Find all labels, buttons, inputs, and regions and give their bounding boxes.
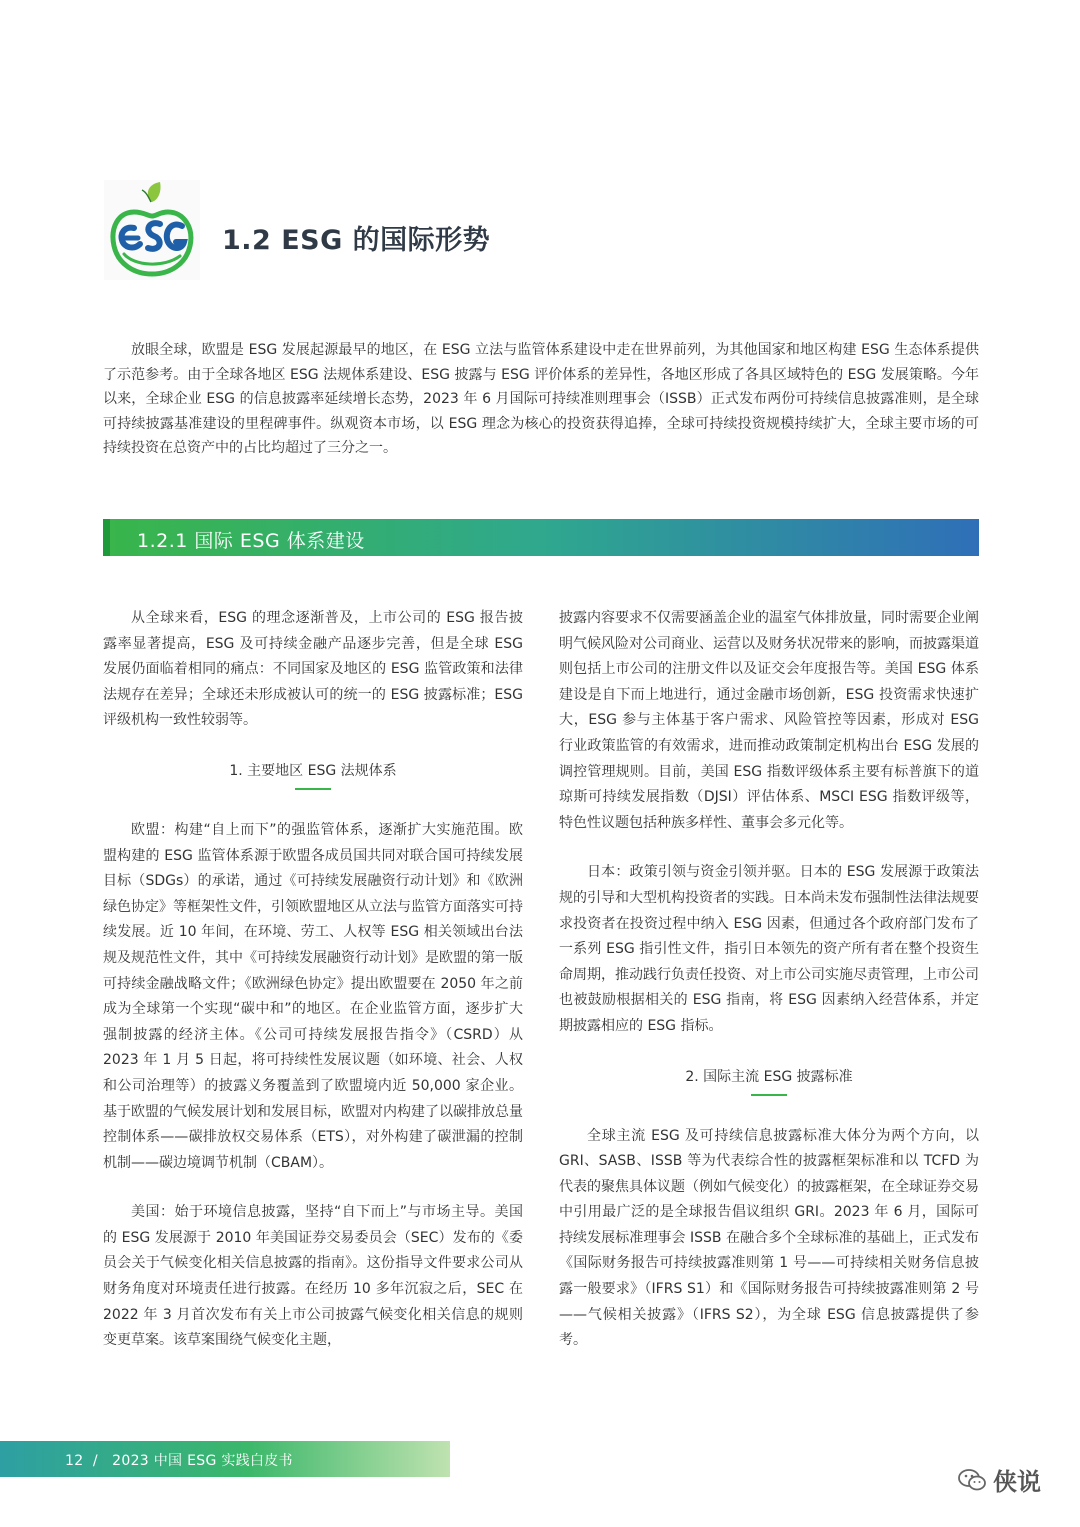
subheading-regulations <box>103 760 523 790</box>
wechat-icon <box>957 1467 987 1493</box>
paragraph-us-continued: 披露内容要求不仅需要涵盖企业的温室气体排放量，同时需要企业阐明气候风险对公司商业、运营以及财务状况带来的影响，而披露渠道则包括上市公司的注册文件以及证交会年度报告等。美国 ESG 体系建设是自下而上地进行，通过金融市场创新，ESG 投资需求快速扩大，ESG 参与主体基于客户需求、风险管控等因素，形成对 ESG 行业政策监管的有效需求，进而推动政策制定机构出台 ESG 发展的调控管理规则。目前，美国 ESG 指数评级体系主要有标普旗下的道琼斯可持续发展指数（DJSI）评估体系、MSCI ESG 指数评级等，特色性议题包括种族多样性、董事会多元化等。 <box>559 610 979 831</box>
subheading-text: 1. 主要地区 ESG 法规体系 <box>229 762 397 779</box>
heading-underline <box>751 1094 787 1096</box>
paragraph: 从全球来看，ESG 的理念逐渐普及，上市公司的 ESG 报告披露率显著提高，ESG 及可持续金融产品逐步完善，但是全球 ESG 发展仍面临着相同的痛点：不同国家及地区的 ESG 监管政策和法律法规存在差异；全球还未形成被认可的统一的 ESG 披露标准；ESG 评级机构一致性较弱等。 <box>103 610 523 729</box>
heading-underline <box>295 788 331 790</box>
watermark <box>957 1462 1041 1497</box>
subsection-banner <box>103 519 979 556</box>
subheading-text: 2. 国际主流 ESG 披露标准 <box>685 1068 853 1085</box>
right-column <box>559 606 979 1354</box>
intro-paragraph: 放眼全球，欧盟是 ESG 发展起源最早的地区，在 ESG 立法与监管体系建设中走在世界前列，为其他国家和地区构建 ESG 生态体系提供了示范参考。由于全球各地区 ESG 法规体系建设、ESG 披露与 ESG 评价体系的差异性，各地区形成了各具区域特色的 ESG 发展策略。今年以来，全球企业 ESG 的信息披露率延续增长态势，2023 年 6 月国际可持续准则理事会（ISSB）正式发布两份可持续信息披露准则，是全球可持续披露基准建设的里程碑事件。纵观资本市场，以 ESG 理念为核心的投资获得追捧，全球可持续投资规模持续扩大，全球主要市场的可持续投资在总资产中的占比均超过了三分之一。 <box>103 342 979 457</box>
subheading-block <box>559 1066 979 1096</box>
paragraph-us: 美国：始于环境信息披露，坚持“自下而上”与市场主导。美国的 ESG 发展源于 2010 年美国证券交易委员会（SEC）发布的《委员会关于气候变化相关信息披露的指南》。这份指导文件要求公司从财务角度对环境责任进行披露。在经历 10 多年沉寂之后，SEC 在 2022 年 3 月首次发布有关上市公司披露气候变化相关信息的规则变更草案。该草案围绕气候变化主题， <box>103 1204 523 1349</box>
subheading-block <box>103 760 523 790</box>
left-column <box>103 606 523 1354</box>
footer-text: 12 / 2023 中国 ESG 实践白皮书 <box>65 1453 293 1469</box>
subsection-title: 1.2.1 国际 ESG 体系建设 <box>137 530 365 552</box>
paragraph-standards: 全球主流 ESG 及可持续信息披露标准大体分为两个方向，以 GRI、SASB、ISSB 等为代表综合性的披露框架标准和以 TCFD 为代表的聚焦具体议题（例如气候变化）的披露框架，在全球证券交易中引用最广泛的是全球报告倡议组织 GRI。2023 年 6 月，国际可持续发展标准理事会 ISSB 在融合多个全球标准的基础上，正式发布《国际财务报告可持续披露准则第 1 号——可持续相关财务信息披露一般要求》（IFRS S1）和《国际财务报告可持续披露准则第 2 号——气候相关披露》（IFRS S2），为全球 ESG 信息披露提供了参考。 <box>559 1127 979 1349</box>
section-title: 1.2 ESG 的国际形势 <box>222 225 491 256</box>
page-footer <box>0 1441 450 1477</box>
banner-accent <box>103 519 110 556</box>
watermark-text: 侠说 <box>993 1468 1041 1496</box>
paragraph-japan: 日本：政策引领与资金引领并驱。日本的 ESG 发展源于政策法规的引导和大型机构投资者的实践。日本尚未发布强制性法律法规要求投资者在投资过程中纳入 ESG 因素，但通过各个政府部门发布了一系列 ESG 指引性文件，指引日本领先的资产所有者在整个投资生命周期，推动践行负责任投资、对上市公司实施尽责管理，上市公司也被鼓励根据相关的 ESG 指南，将 ESG 因素纳入经营体系，并定期披露相应的 ESG 指标。 <box>559 864 979 1034</box>
esg-logo-icon <box>104 180 200 280</box>
subheading-standards <box>559 1066 979 1096</box>
paragraph-eu: 欧盟：构建“自上而下”的强监管体系，逐渐扩大实施范围。欧盟构建的 ESG 监管体系源于欧盟各成员国共同对联合国可持续发展目标（SDGs）的承诺，通过《可持续发展融资行动计划》和《欧洲绿色协定》等框架性文件，引领欧盟地区从立法与监管方面落实可持续发展。近 10 年间，在环境、劳工、人权等 ESG 相关领域出台法规及规范性文件，其中《可持续发展融资行动计划》是欧盟的第一版可持续金融战略文件；《欧洲绿色协定》提出欧盟要在 2050 年之前成为全球第一个实现“碳中和”的地区。在企业监管方面，逐步扩大强制披露的经济主体。《公司可持续发展报告指令》（CSRD）从 2023 年 1 月 5 日起，将可持续性发展议题（如环境、社会、人权和公司治理等）的披露义务覆盖到了欧盟境内近 50,000 家企业。基于欧盟的气候发展计划和发展目标，欧盟对内构建了以碳排放总量控制体系——碳排放权交易体系（ETS），对外构建了碳泄漏的控制机制——碳边境调节机制（CBAM）。 <box>103 821 523 1171</box>
